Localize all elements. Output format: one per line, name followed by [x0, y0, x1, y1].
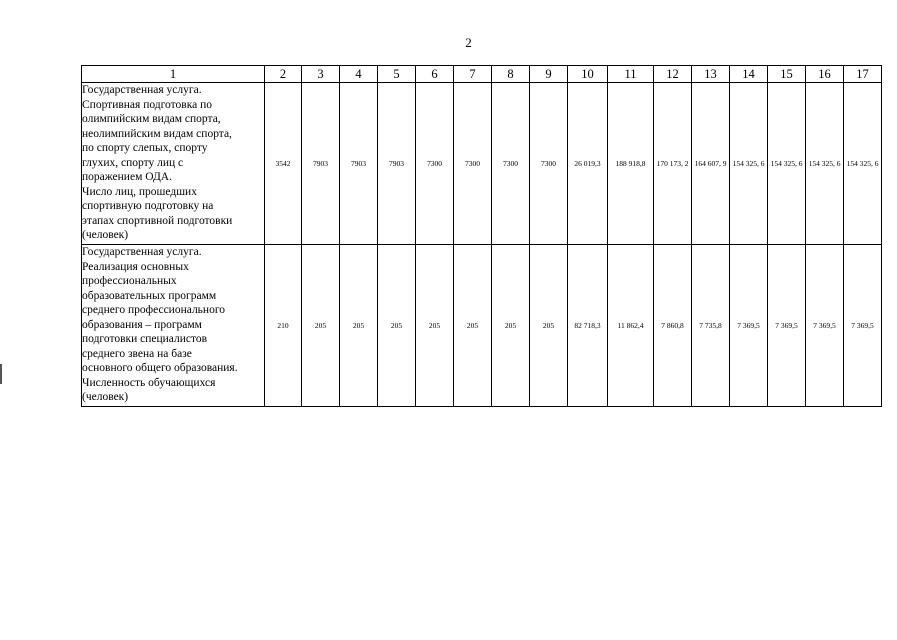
- value-cell: 7 369,5: [844, 245, 882, 407]
- description-line: глухих, спорту лиц с: [82, 156, 184, 169]
- value-cell: 188 918,8: [608, 83, 654, 245]
- description-line: поражением ОДА.: [82, 171, 172, 183]
- description-line: образования – программ: [82, 318, 202, 331]
- header-cell: 7: [454, 66, 492, 83]
- value-cell: 7903: [378, 83, 416, 245]
- description-line: Реализация основных: [82, 260, 189, 273]
- description-line: основного общего образования.: [82, 362, 238, 374]
- description-line: Государственная услуга.: [82, 84, 202, 96]
- table-row: [82, 245, 882, 407]
- description-line: (человек): [82, 229, 129, 241]
- data-table: [81, 65, 882, 407]
- value-cell: 7 369,5: [806, 245, 844, 407]
- description-line: спортивную подготовку на: [82, 200, 214, 212]
- value-cell: 205: [416, 245, 454, 407]
- value-cell: 7 369,5: [768, 245, 806, 407]
- value-cell: 11 862,4: [608, 245, 654, 407]
- header-cell: 14: [730, 66, 768, 83]
- value-cell: 164 607, 9: [692, 83, 730, 245]
- description-line: этапах спортивной подготовки: [82, 214, 233, 227]
- value-cell: 7300: [492, 83, 530, 245]
- header-cell: 9: [530, 66, 568, 83]
- value-cell: 210: [265, 245, 302, 407]
- value-cell: 7300: [416, 83, 454, 245]
- description-line: Спортивная подготовка по: [82, 98, 213, 111]
- description-line: Государственная услуга.: [82, 246, 202, 258]
- description-line: Численность обучающихся: [82, 376, 216, 389]
- description-line: неолимпийским видам спорта,: [82, 127, 232, 140]
- scan-edge-mark: [0, 364, 2, 384]
- value-cell: 7300: [530, 83, 568, 245]
- header-cell: 13: [692, 66, 730, 83]
- header-cell: 6: [416, 66, 454, 83]
- value-cell: 7300: [454, 83, 492, 245]
- description-line: профессиональных: [82, 275, 177, 287]
- value-cell: 154 325, 6: [730, 83, 768, 245]
- header-cell: 16: [806, 66, 844, 83]
- service-description-cell: [82, 83, 265, 245]
- value-cell: 3542: [265, 83, 302, 245]
- value-cell: 154 325, 6: [806, 83, 844, 245]
- header-cell: 1: [82, 66, 265, 83]
- value-cell: 205: [302, 245, 340, 407]
- header-cell: 3: [302, 66, 340, 83]
- description-line: по спорту слепых, спорту: [82, 142, 208, 154]
- header-cell: 4: [340, 66, 378, 83]
- value-cell: 205: [492, 245, 530, 407]
- value-cell: 205: [340, 245, 378, 407]
- header-cell: 5: [378, 66, 416, 83]
- value-cell: 154 325, 6: [844, 83, 882, 245]
- description-line: образовательных программ: [82, 289, 217, 302]
- description-line: среднего профессионального: [82, 304, 226, 316]
- value-cell: 82 718,3: [568, 245, 608, 407]
- value-cell: 7903: [340, 83, 378, 245]
- value-cell: 7 369,5: [730, 245, 768, 407]
- value-cell: 205: [454, 245, 492, 407]
- value-cell: 7 860,8: [654, 245, 692, 407]
- value-cell: 170 173, 2: [654, 83, 692, 245]
- header-cell: 10: [568, 66, 608, 83]
- page-number: 2: [465, 35, 472, 50]
- header-cell: 15: [768, 66, 806, 83]
- header-cell: 8: [492, 66, 530, 83]
- header-cell: 2: [265, 66, 302, 83]
- value-cell: 205: [378, 245, 416, 407]
- value-cell: 7 735,8: [692, 245, 730, 407]
- header-row: [82, 66, 882, 83]
- value-cell: 154 325, 6: [768, 83, 806, 245]
- value-cell: 26 019,3: [568, 83, 608, 245]
- description-line: олимпийским видам спорта,: [82, 113, 221, 125]
- header-cell: 11: [608, 66, 654, 83]
- value-cell: 205: [530, 245, 568, 407]
- description-line: подготовки специалистов: [82, 333, 208, 345]
- description-line: Число лиц, прошедших: [82, 185, 197, 198]
- description-line: среднего звена на базе: [82, 347, 192, 360]
- service-description-cell: [82, 245, 265, 407]
- header-cell: 12: [654, 66, 692, 83]
- value-cell: 7903: [302, 83, 340, 245]
- header-cell: 17: [844, 66, 882, 83]
- description-line: (человек): [82, 391, 129, 403]
- table-row: [82, 83, 882, 245]
